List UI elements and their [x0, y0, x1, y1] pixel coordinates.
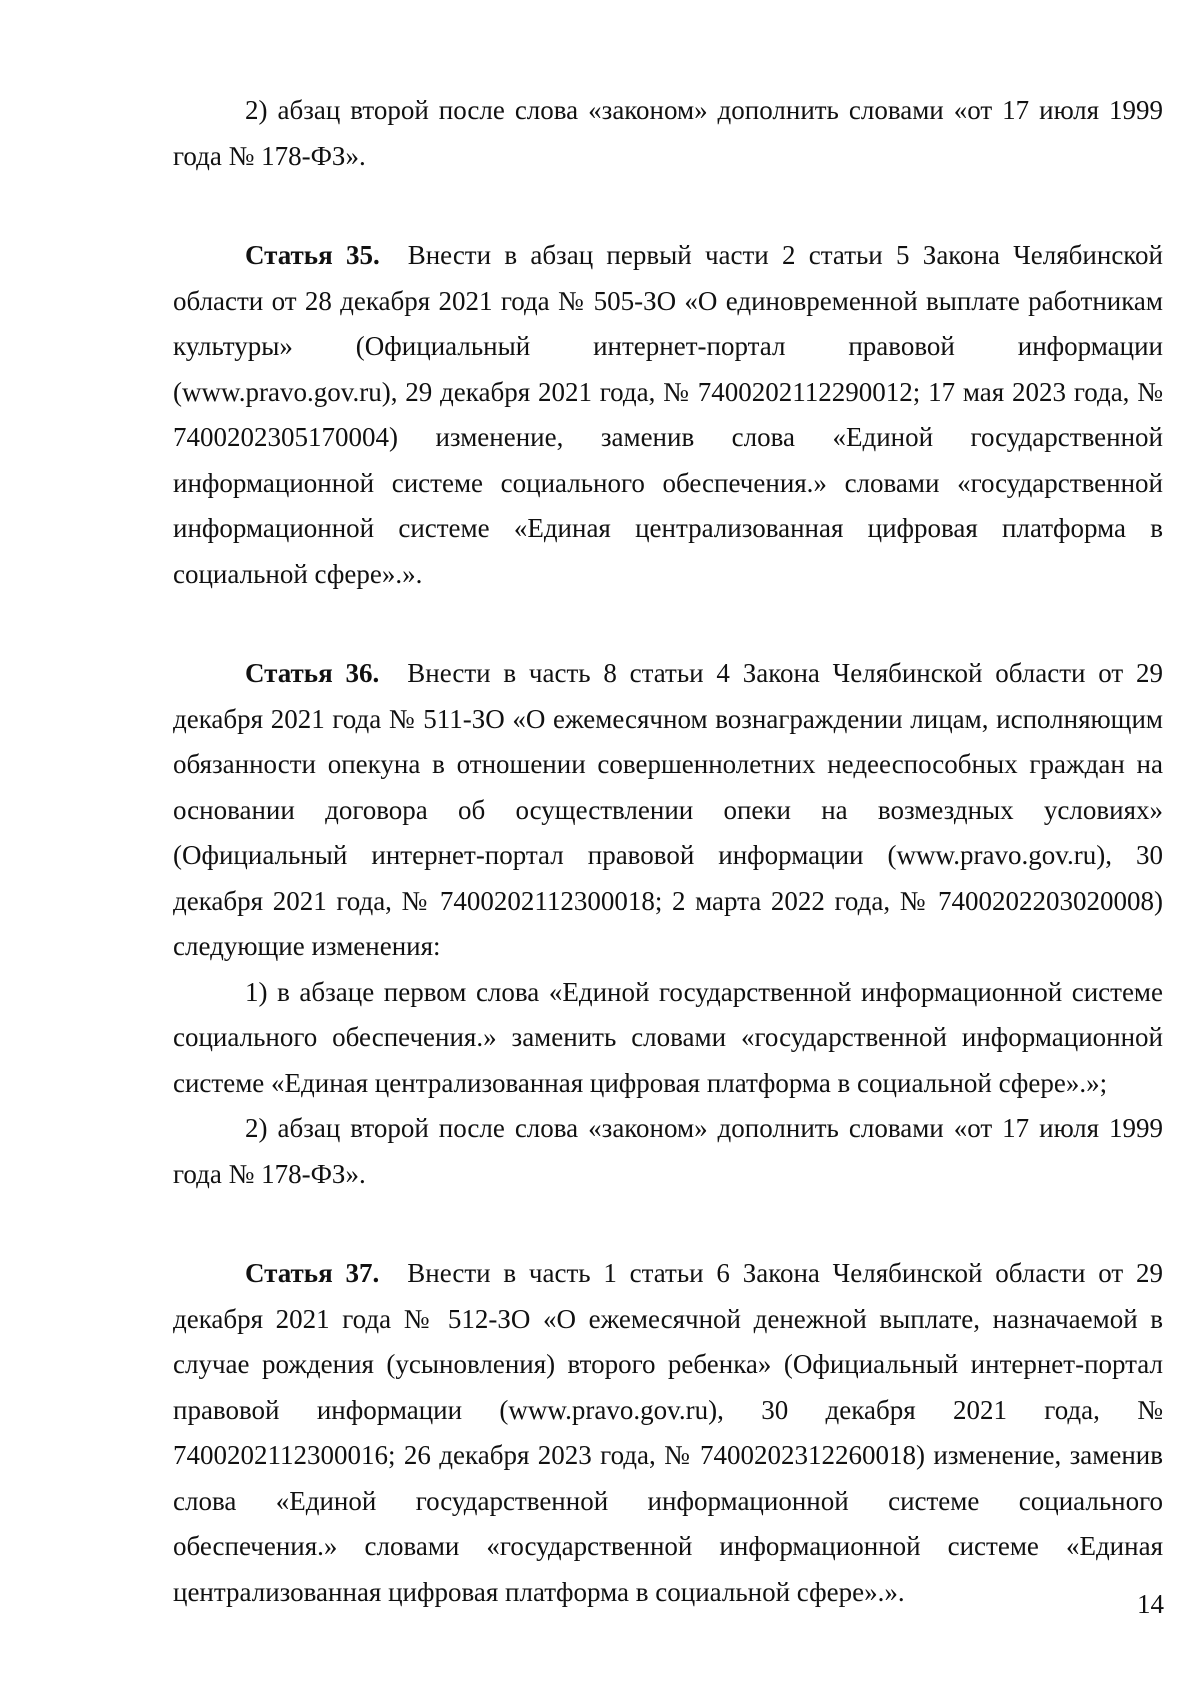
article-35: [173, 233, 1163, 597]
article-36-item-1: 1) в абзаце первом слова «Единой государственной информационной системе социального обеспечения.» заменить словами «государственной информационной системе «Единая централизованная цифровая платформа в социальной сфере».»;: [173, 976, 1163, 1098]
spacer: [173, 179, 1163, 233]
article-36-item-2: 2) абзац второй после слова «законом» дополнить словами «от 17 июля 1999 года № 178-ФЗ».: [173, 1113, 1163, 1189]
article-37-text: Внести в часть 1 статьи 6 Закона Челябинской области от 29 декабря 2021 года № 512-ЗО «О ежемесячной денежной выплате, назначаемой в случае рождения (усыновления) второго ребенка» (Официальный интернет-портал правовой информации (www.pravo.gov.ru), 30 декабря 2021 года, № 7400202112300016; 26 декабря 2023 года, № 7400202312260018) изменение, заменив слова «Единой государственной информационной системе социального обеспечения.» словами «государственной информационной системе «Единая централизованная цифровая платформа в социальной сфере».».: [173, 1258, 1164, 1607]
article-36-label: Статья 36.: [245, 658, 380, 688]
article-35-label: Статья 35.: [245, 240, 380, 270]
article-37: [173, 1251, 1163, 1615]
article-35-text: Внести в абзац первый части 2 статьи 5 Закона Челябинской области от 28 декабря 2021 года № 505-ЗО «О единовременной выплате работникам культуры» (Официальный интернет-портал правовой информации (www.pravo.gov.ru), 29 декабря 2021 года, № 7400202112290012; 17 мая 2023 года, № 7400202305170004) изменение, заменив слова «Единой государственной информационной системе социального обеспечения.» словами «государственной информационной системе «Единая централизованная цифровая платформа в социальной сфере».».: [173, 240, 1163, 589]
article-36: [173, 651, 1163, 970]
article-37-label: Статья 37.: [245, 1258, 380, 1288]
page-number: 14: [1137, 1589, 1164, 1619]
article-36-text: Внести в часть 8 статьи 4 Закона Челябинской области от 29 декабря 2021 года № 511-ЗО «О ежемесячном вознаграждении лицам, исполняющим обязанности опекуна в отношении совершеннолетних недееспособных граждан на основании договора об осуществлении опеки на возмездных условиях» (Официальный интернет-портал правовой информации (www.pravo.gov.ru), 30 декабря 2021 года, № 7400202112300018; 2 марта 2022 года, № 7400202203020008) следующие изменения:: [173, 658, 1164, 961]
spacer: [173, 1197, 1163, 1251]
intro-item-2: 2) абзац второй после слова «законом» дополнить словами «от 17 июля 1999 года № 178-ФЗ».: [173, 95, 1163, 171]
document-page: [173, 88, 1163, 1615]
spacer: [173, 597, 1163, 651]
